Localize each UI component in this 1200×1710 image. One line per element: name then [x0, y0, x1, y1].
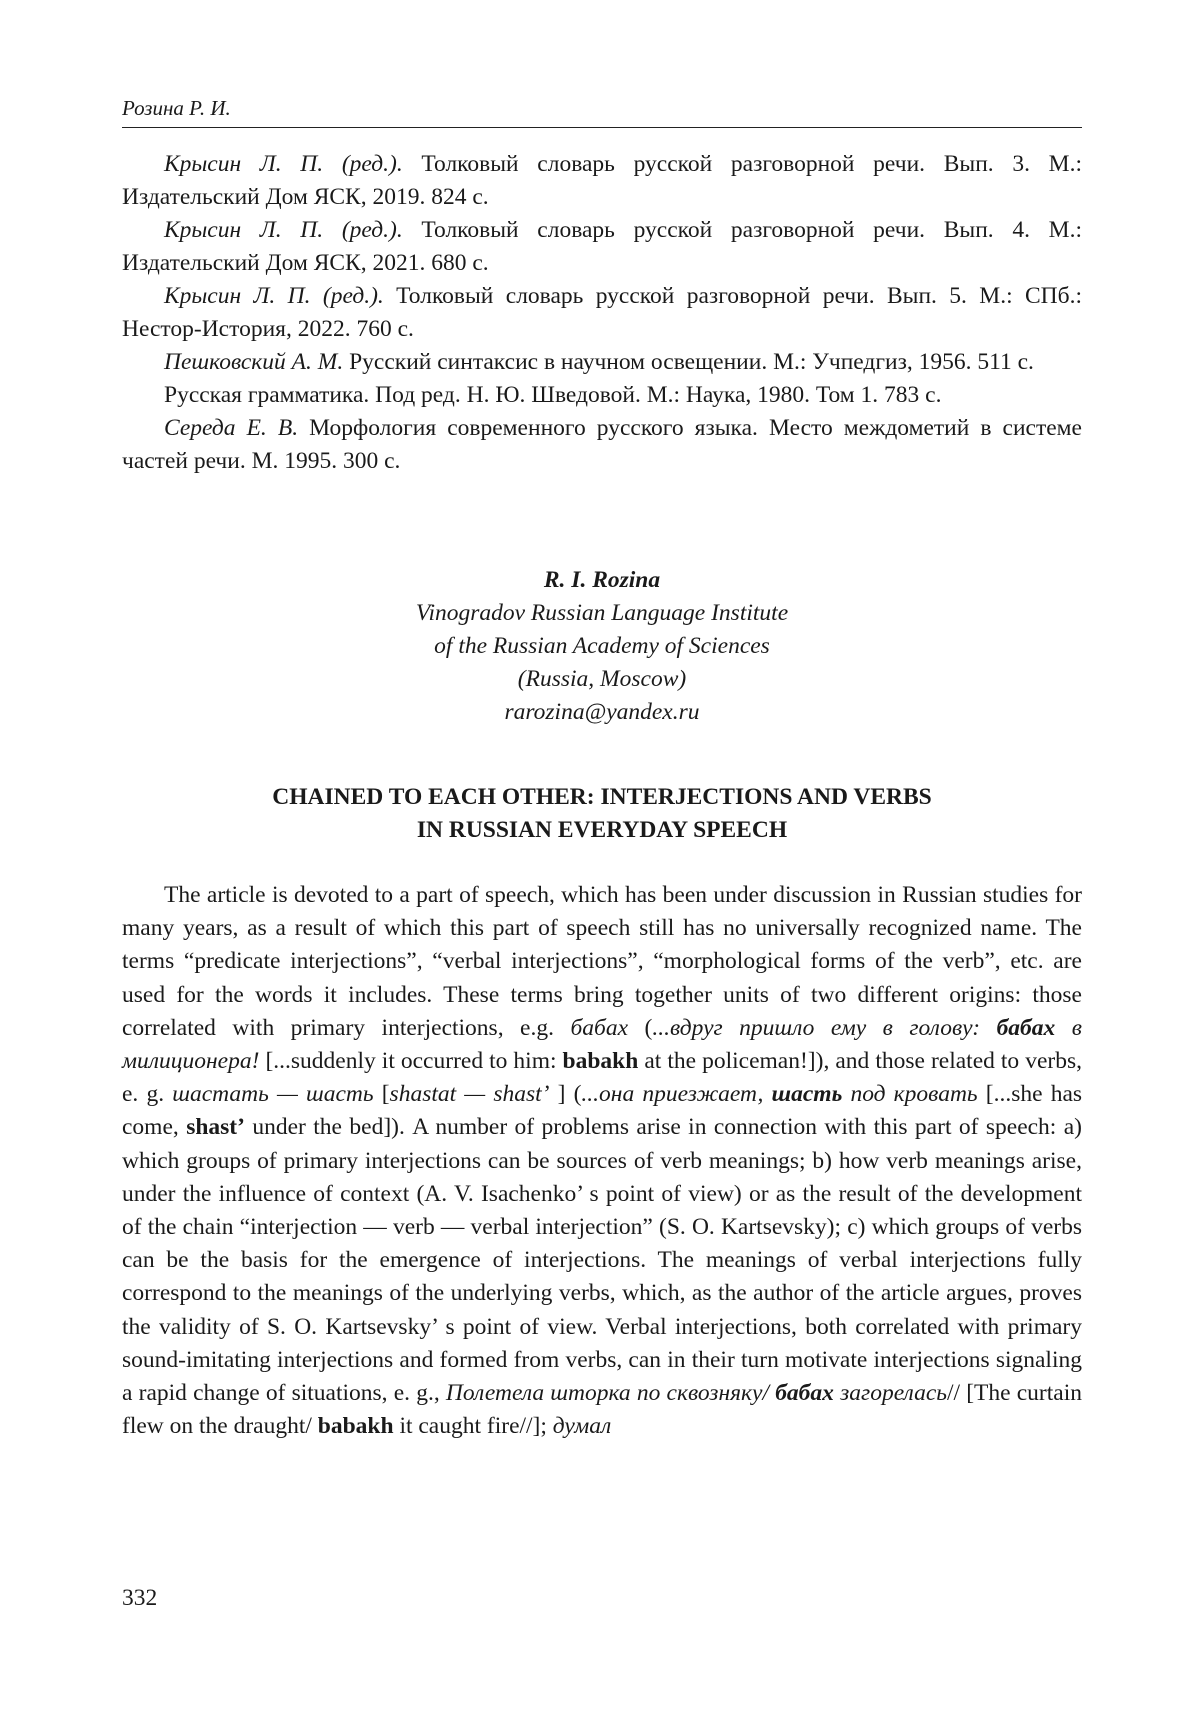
abstract-italic-run: бабах — [570, 1014, 629, 1041]
abstract-italic-run: Полетела шторка по сквозняку/ — [445, 1380, 776, 1407]
abstract-italic-run: ...вдруг пришло ему в голову: — [652, 1014, 997, 1041]
abstract-italic-run: загорелась — [833, 1380, 947, 1407]
reference-item — [122, 214, 1082, 280]
reference-text: Русский синтаксис в научном освещении. М.: Учпедгиз, 1956. 511 с. — [343, 349, 1034, 375]
abstract-bold-run: babakh — [317, 1413, 394, 1440]
reference-item — [122, 280, 1082, 346]
abstract-bold-italic-run: бабах — [996, 1014, 1056, 1041]
reference-author: Крысин Л. П. (ред.). — [164, 283, 384, 309]
abstract-italic-run: в милиционера! — [122, 1014, 1082, 1075]
reference-author: Пешковский А. М. — [164, 349, 344, 375]
abstract-italic-run: shastat — shast’ — [389, 1081, 550, 1108]
reference-text: Толковый словарь русской разговорной речи. Вып. 3. М.: Издательский Дом ЯСК, 2019. 824 с. — [122, 151, 1082, 210]
abstract-text-run: The article is devoted to a part of speech, which has been under discussion in Russian studies for many years, as a result of which this part of speech still has no universally recognized name. The terms “predicate interjections”, “verbal interjections”, “morphological forms of the verb”, etc. are used for the words it includes. These terms bring together units of two different origins: those correlated with primary interjections, e.g. — [122, 882, 1082, 1041]
running-head: Розина Р. И. — [122, 96, 1082, 128]
abstract-text-run: ( — [628, 1014, 653, 1041]
article-title-line: IN RUSSIAN EVERYDAY SPEECH — [416, 817, 788, 843]
affiliation-line: of the Russian Academy of Sciences — [434, 633, 770, 659]
abstract-italic-run: ...она приезжает, — [581, 1081, 772, 1108]
reference-author: Середа Е. В. — [164, 415, 299, 441]
abstract-text-run: // [The curtain flew on the draught/ — [122, 1380, 1082, 1440]
abstract-italic-run: шастать — шасть — [172, 1081, 374, 1108]
reference-text: Толковый словарь русской разговорной речи. Вып. 5. М.: СПб.: Нестор-История, 2022. 760 с. — [122, 283, 1082, 342]
affiliation-line: Vinogradov Russian Language Institute — [415, 600, 789, 626]
article-title — [122, 781, 1082, 847]
author-block — [122, 564, 1082, 729]
abstract-bold-italic-run: бабах — [775, 1380, 834, 1407]
abstract-bold-run: babakh — [562, 1048, 639, 1075]
reference-item — [122, 148, 1082, 214]
abstract-bold-italic-run: шасть — [771, 1081, 843, 1108]
reference-text: Русская грамматика. Под ред. Н. Ю. Шведовой. М.: Наука, 1980. Том 1. 783 с. — [164, 382, 942, 408]
reference-author: Крысин Л. П. (ред.). — [164, 151, 403, 177]
reference-text: Толковый словарь русской разговорной речи. Вып. 4. М.: Издательский Дом ЯСК, 2021. 680 с. — [122, 217, 1082, 276]
reference-item — [122, 379, 1082, 412]
reference-author: Крысин Л. П. (ред.). — [164, 217, 403, 243]
abstract-text-run: at the policeman!]), and those related to verbs, e. g. — [122, 1048, 1082, 1108]
abstract-text-run: [...she has come, — [122, 1081, 1083, 1141]
abstract-italic-run: под кровать — [842, 1081, 978, 1108]
author-email: rarozina@yandex.ru — [504, 699, 700, 725]
abstract-text-run: it caught fire//]; — [393, 1413, 553, 1440]
abstract-paragraph — [122, 879, 1082, 1443]
abstract-bold-run: shast’ — [186, 1114, 245, 1141]
abstract-text-run: under the bed]). A number of problems arise in connection with this part of speech: a) which groups of primary interjections can be sources of verb meanings; b) how verb meanings arise, under the influence of context (A. V. Isachenko’ s point of view) or as the result of the development of the chain “interjection — verb — verbal interjection” (S. O. Kartsevsky); c) which groups of verbs can be the basis for the emergence of interjections. The meanings of verbal interjections fully correspond to the meanings of the underlying verbs, which, as the author of the article argues, proves the validity of S. O. Kartsevsky’ s point of view. Verbal interjections, both correlated with primary sound-imitating interjections and formed from verbs, can in their turn motivate interjections signaling a rapid change of situations, e. g., — [122, 1114, 1082, 1407]
abstract-text-run: [ — [373, 1081, 390, 1108]
page-number: 332 — [122, 1585, 158, 1611]
abstract-italic-run: думал — [552, 1413, 612, 1440]
reference-text: Морфология современного русского языка. Место междометий в системе частей речи. М. 1995. 300 с. — [122, 415, 1082, 474]
article-title-line: CHAINED TO EACH OTHER: INTERJECTIONS AND VERBS — [272, 784, 932, 810]
page — [122, 96, 1082, 1443]
reference-list — [122, 148, 1082, 478]
reference-item — [122, 412, 1082, 478]
reference-item — [122, 346, 1082, 379]
abstract-text-run: ] ( — [549, 1081, 582, 1108]
author-name: R. I. Rozina — [543, 567, 661, 593]
abstract-text-run: [...suddenly it occurred to him: — [259, 1048, 563, 1075]
author-location: (Russia, Moscow) — [517, 666, 687, 692]
